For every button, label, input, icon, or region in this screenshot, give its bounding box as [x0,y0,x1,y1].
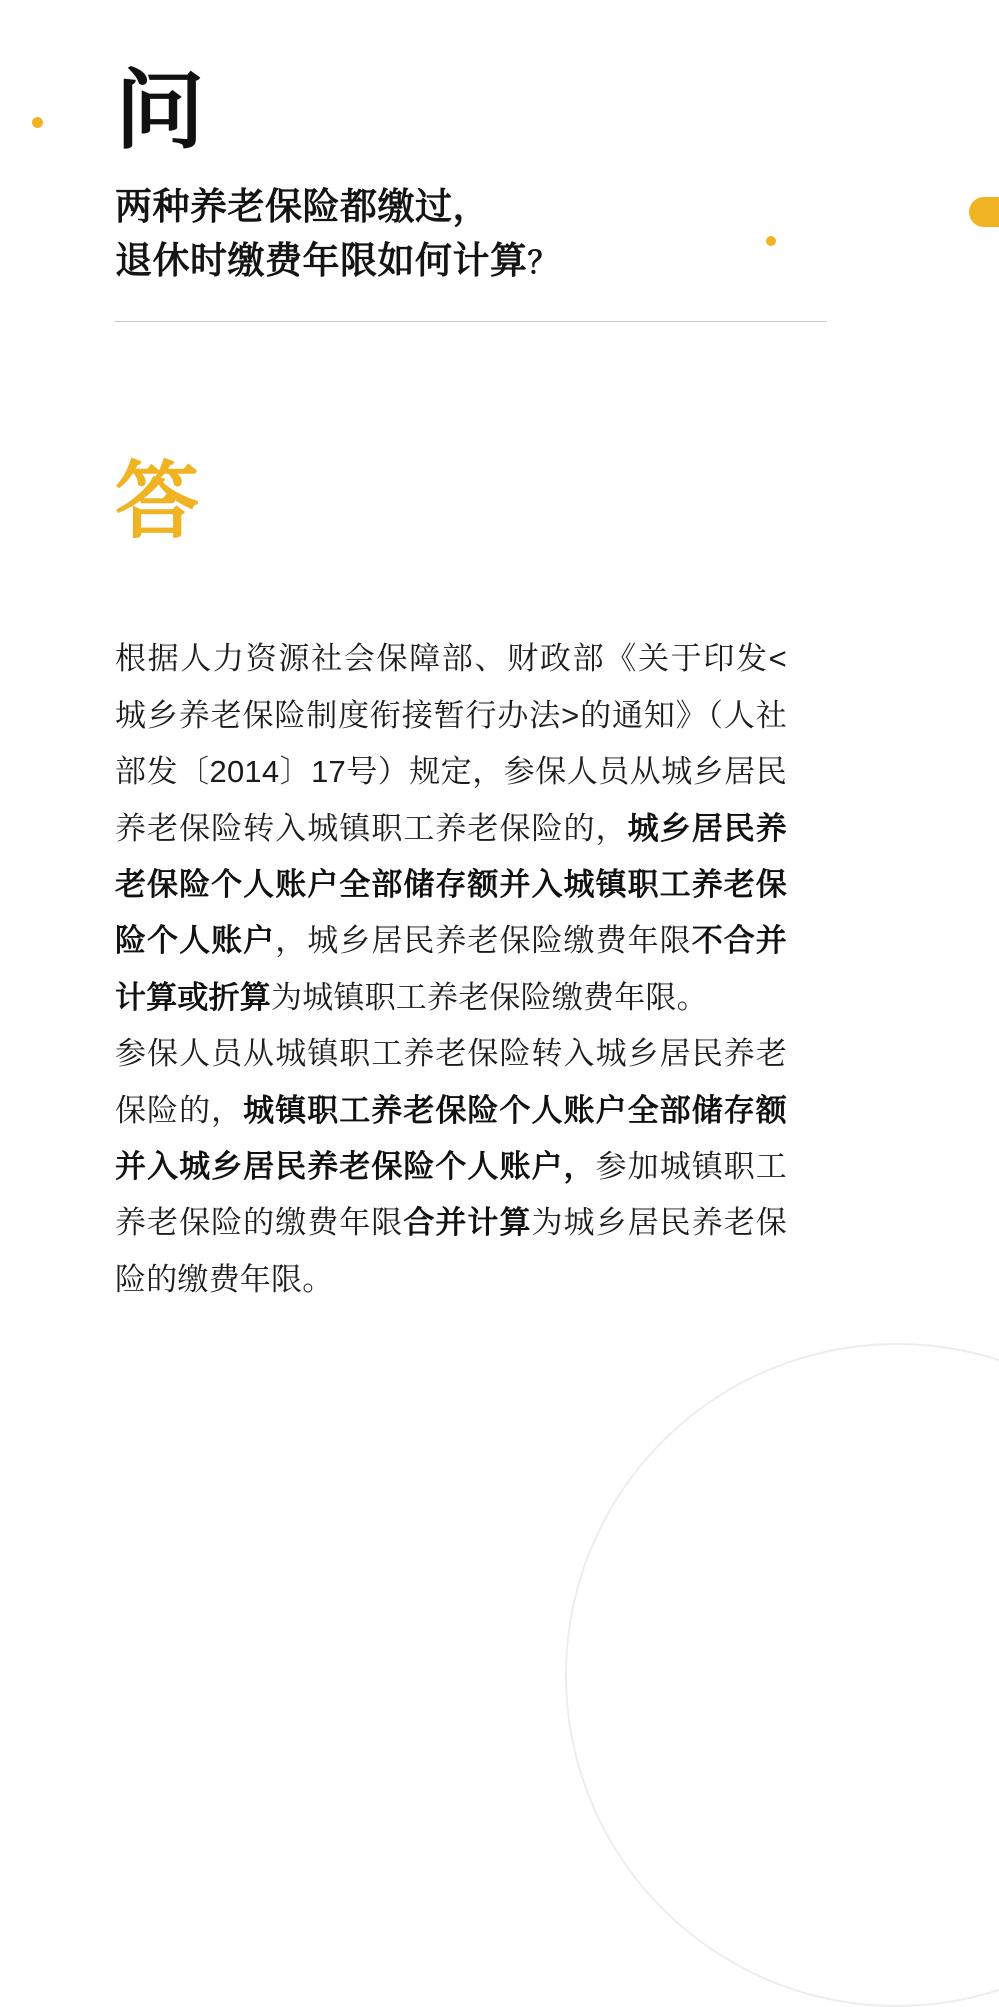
answer-marker-glyph: 答 [115,452,200,551]
decorative-dot-left [32,117,43,128]
answer-text: 参加城镇职工养老保险的缴费年限 [115,1148,788,1241]
answer-emphasis: 城镇职工养老保险个人账户全部储存额并入城乡居民养老保险个人账户， [115,1092,787,1184]
answer-text: 为城镇职工养老保险缴费年限。 [271,979,708,1015]
answer-emphasis: 合并计算 [403,1205,532,1241]
decorative-dot-right [969,197,999,227]
page-title-line-2 [115,234,835,288]
answer-body [115,631,787,1308]
page-title [115,180,835,287]
answer-text: ，城乡居民养老保险缴费年限 [275,923,692,959]
page-title-question-mark: ？ [527,246,558,280]
answer-emphasis: 不合并计算或折算 [115,923,787,1015]
answer-emphasis: 城乡居民养老保险个人账户全部储存额并入城镇职工养老保险个人账户 [115,810,787,959]
answer-paragraph [115,631,787,1026]
title-divider [115,321,827,322]
page-title-line-1: 两种养老保险都缴过， [115,186,490,227]
content-column [115,0,835,1308]
decorative-circle-arc [565,1343,999,2007]
answer-text: 参保人员从城镇职工养老保险转入城乡居民养老保险的， [115,1036,787,1128]
answer-marker [115,452,835,551]
answer-paragraph [115,1026,787,1308]
page-title-line-2-text: 退休时缴费年限如何计算 [115,239,528,281]
question-marker [115,61,205,161]
answer-text: 根据人力资源社会保障部、财政部《关于印发<城乡养老保险制度衔接暂行办法>的通知》（人社部发〔2014〕17号）规定，参保人员从城乡居民养老保险转入城镇职工养老保险的， [115,641,787,846]
question-marker-glyph: 问 [115,61,205,161]
answer-text: 为城乡居民养老保险的缴费年限。 [115,1205,787,1297]
